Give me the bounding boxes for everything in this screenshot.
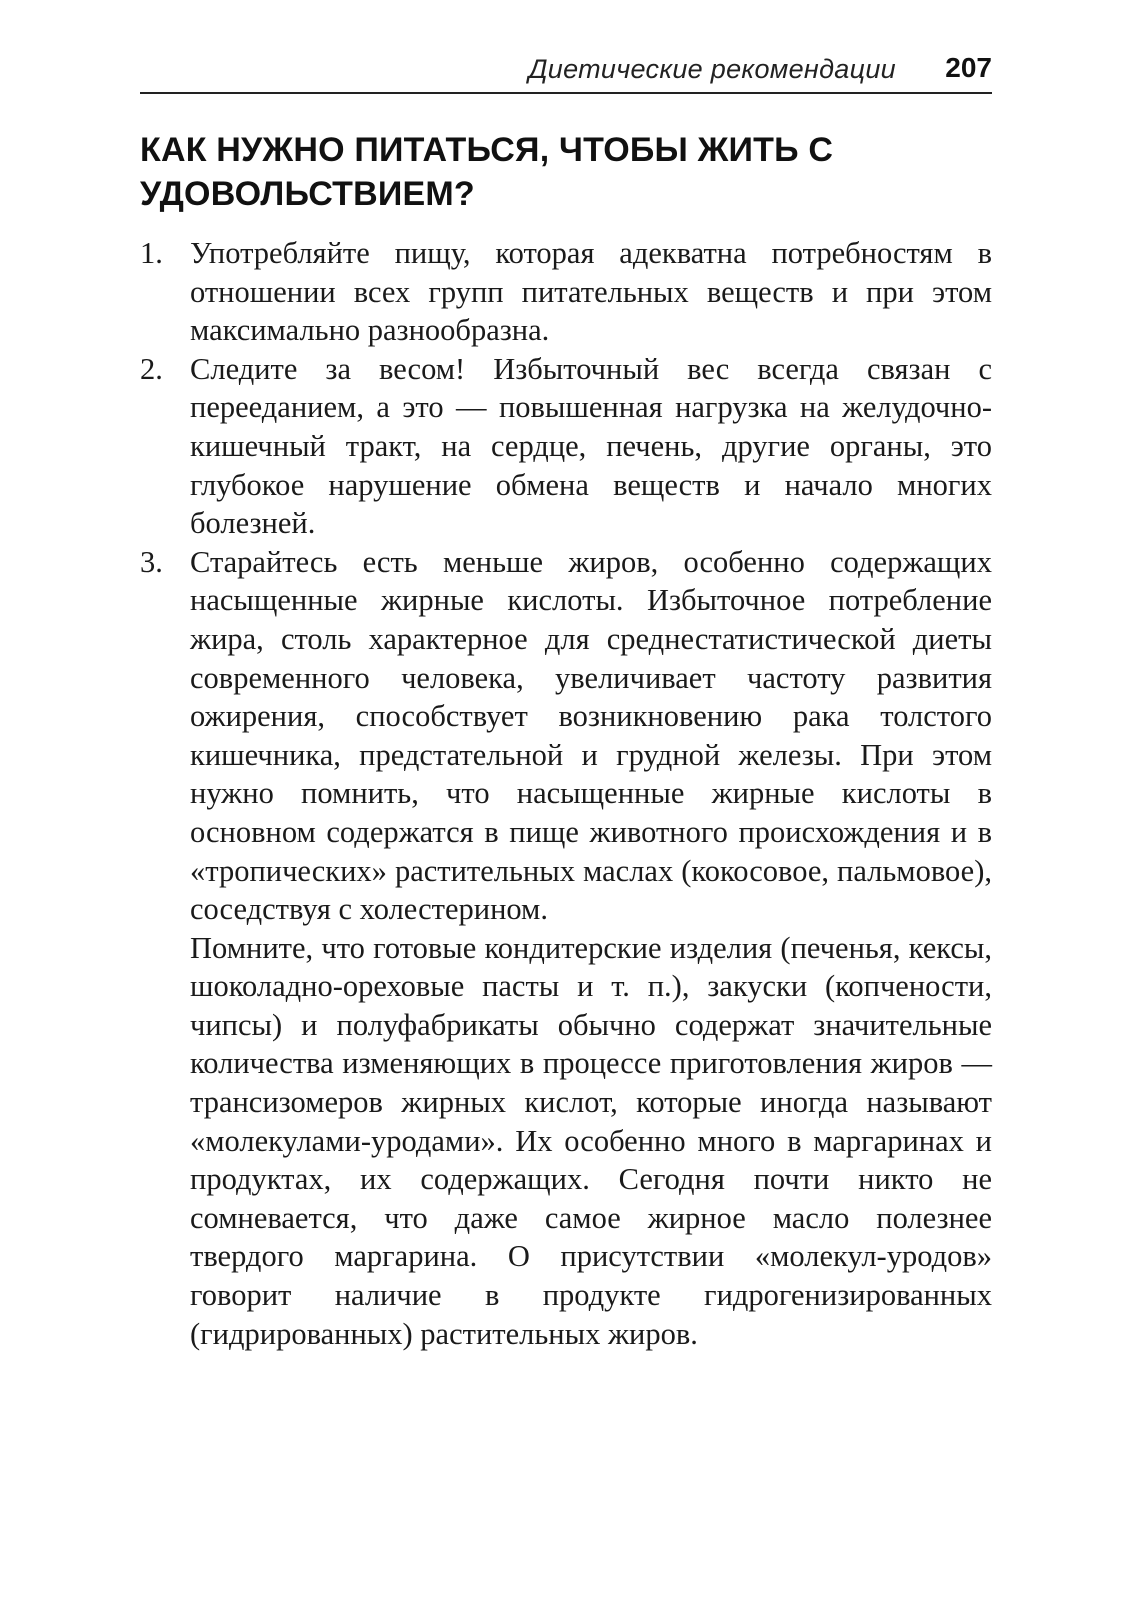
book-page bbox=[140, 0, 992, 1600]
item-number: 2. bbox=[140, 351, 163, 386]
item-paragraph: Следите за весом! Избыточный вес всегда связан с перееданием, а это — повышенная нагрузка на желудочно-кишечный тракт, на сердце, печень, другие органы, это глубокое нарушение обмена веществ и начало многих болезней. bbox=[190, 351, 992, 541]
recommendations-list bbox=[140, 234, 992, 1353]
list-item bbox=[140, 234, 992, 350]
running-header bbox=[140, 50, 992, 94]
item-paragraph: Употребляйте пищу, которая адекватна потребностям в отношении всех групп питательных веществ и при этом максимально разнообразна. bbox=[190, 236, 992, 348]
section-heading-line-2: УДОВОЛЬСТВИЕМ? bbox=[140, 175, 475, 213]
running-title: Диетические рекомендации bbox=[528, 54, 896, 84]
section-heading bbox=[140, 128, 992, 216]
page-number: 207 bbox=[945, 52, 992, 83]
item-paragraph: Помните, что готовые кондитерские изделия (печенья, кексы, шоколадно-ореховые пасты и т. п.), закуски (копчености, чипсы) и полуфабрикаты обычно содержат значительные количества изменяющих в процессе приготовления жиров — трансизомеров жирных кислот, которые иногда называют «молекулами-уродами». Их особенно много в маргаринах и продуктах, их содержащих. Сегодня почти никто не сомневается, что даже самое жирное масло полезнее твердого маргарина. О присутствии «молекул-уродов» говорит наличие в продукте гидрогенизированных (гидрированных) растительных жиров. bbox=[190, 930, 992, 1351]
list-item bbox=[140, 543, 992, 1353]
list-item bbox=[140, 350, 992, 543]
item-number: 1. bbox=[140, 236, 163, 270]
item-paragraph: Старайтесь есть меньше жиров, особенно содержащих насыщенные жирные кислоты. Избыточное потребление жира, столь характерное для среднестатистической диеты современного человека, увеличивает частоту развития ожирения, способствует возникновению рака толстого кишечника, предстательной и грудной железы. При этом нужно помнить, что насыщенные жирные кислоты в основном содержатся в пище животного происхождения и в «тропических» растительных маслах (кокосовое, пальмовое), соседствуя с холестерином. bbox=[190, 544, 992, 927]
item-number: 3. bbox=[140, 544, 163, 579]
section-heading-line-1: КАК НУЖНО ПИТАТЬСЯ, ЧТОБЫ ЖИТЬ С bbox=[140, 131, 834, 169]
